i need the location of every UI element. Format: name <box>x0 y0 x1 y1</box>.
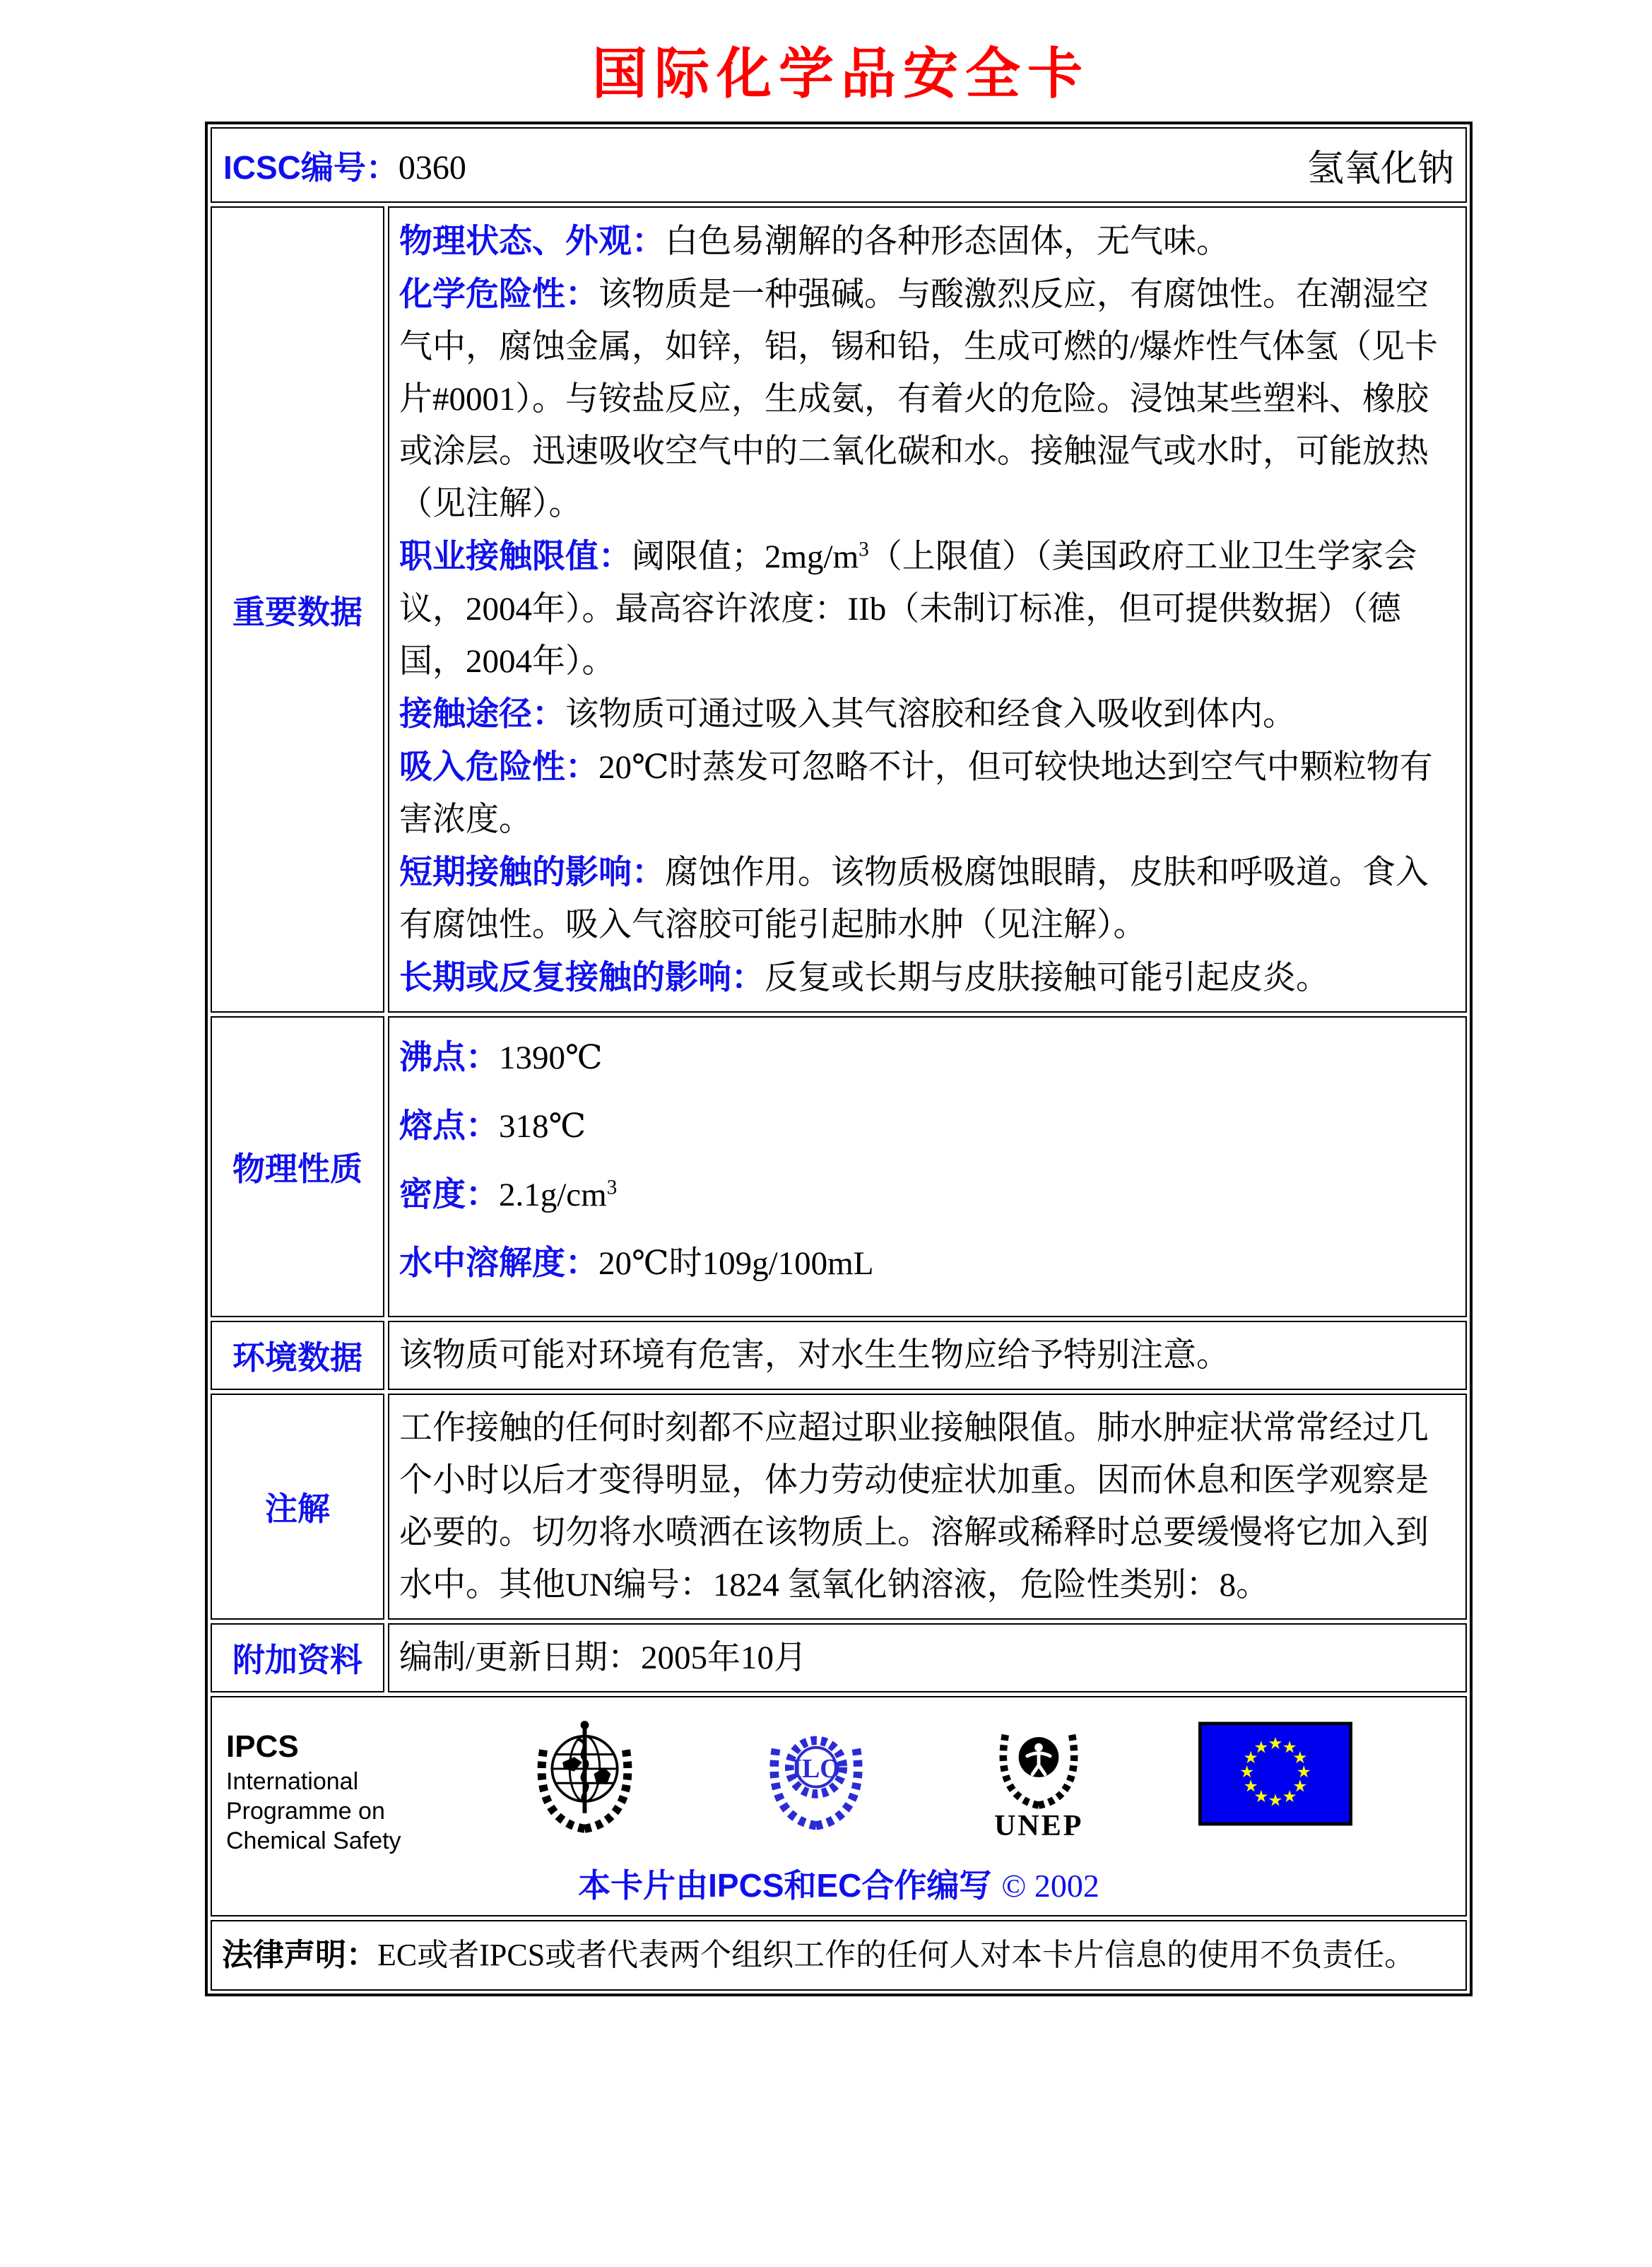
property-label: 密度： <box>399 1175 499 1213</box>
physical-properties-content <box>388 1016 1467 1317</box>
environmental-data-text: 该物质可能对环境有危害，对水生生物应给予特别注意。 <box>399 1337 1229 1374</box>
property-density <box>399 1160 1456 1229</box>
section-text: 反复或长期与皮肤接触可能引起皮炎。 <box>765 960 1329 996</box>
legal-row <box>211 1920 1467 1991</box>
property-boiling-point <box>399 1023 1456 1092</box>
section-physical-state <box>399 215 1456 268</box>
property-value: 20℃时109g/100mL <box>598 1245 874 1282</box>
important-data-row <box>211 206 1467 1013</box>
ipcs-text-block <box>226 1709 417 1856</box>
page-title: 国际化学品安全卡 <box>591 42 1090 106</box>
additional-info-row <box>211 1623 1467 1692</box>
unep-logo-block <box>981 1709 1096 1842</box>
section-occupational-exposure-limits <box>399 530 1456 688</box>
section-text: 20℃时蒸发可忽略不计，但可较快地达到空气中颗粒物有害浓度。 <box>399 749 1433 838</box>
property-value: 318℃ <box>499 1108 586 1145</box>
logos-strip <box>226 1709 1451 1856</box>
property-melting-point <box>399 1092 1456 1160</box>
property-value: 1390℃ <box>499 1040 603 1076</box>
ipcs-line: Chemical Safety <box>226 1827 401 1854</box>
ipcs-line: International <box>226 1768 359 1795</box>
section-long-term-effects <box>399 951 1456 1004</box>
header-row <box>211 127 1467 203</box>
superscript: 3 <box>859 538 869 561</box>
section-chemical-dangers <box>399 268 1456 530</box>
section-short-term-effects <box>399 846 1456 951</box>
environmental-data-row <box>211 1321 1467 1390</box>
icsc-number-value: 0360 <box>398 148 466 187</box>
header-cell <box>211 127 1467 203</box>
chemical-name: 氢氧化钠 <box>1306 149 1454 189</box>
superscript: 3 <box>606 1176 618 1199</box>
additional-info-text: 编制/更新日期：2005年10月 <box>399 1639 808 1676</box>
row-label-text: 附加资料 <box>232 1642 362 1678</box>
section-label: 化学危险性： <box>399 275 598 312</box>
logos-cell <box>211 1696 1467 1916</box>
copyright-line <box>226 1860 1451 1907</box>
section-label: 接触途径： <box>399 695 565 732</box>
property-label: 熔点： <box>399 1107 499 1144</box>
notes-content <box>388 1394 1467 1620</box>
row-label-environmental-data <box>211 1321 384 1390</box>
notes-text: 工作接触的任何时刻都不应超过职业接触限值。肺水肿症状常常经过几个小时以后才变得明显，体力劳动使症状加重。因而休息和医学观察是必要的。切勿将水喷洒在该物质上。溶解或稀释时总要缓慢将它加入到水中。其他UN编号：1824 氢氧化钠溶液，危险性类别：8。 <box>399 1410 1429 1603</box>
row-label-physical-properties <box>211 1016 384 1317</box>
property-value: 2.1g/cm <box>499 1177 607 1213</box>
row-label-important-data <box>211 206 384 1013</box>
row-label-text: 重要数据 <box>232 593 362 630</box>
ipcs-title: IPCS <box>226 1729 299 1764</box>
eu-flag-icon <box>1198 1721 1352 1826</box>
unep-logo-icon <box>981 1709 1096 1815</box>
row-label-text: 注解 <box>265 1490 330 1527</box>
ilo-logo-icon <box>753 1709 880 1841</box>
unep-logo-text: UNEP <box>994 1810 1084 1842</box>
section-text: （上限值）（美国政府工业卫生学家会议，2004年）。最高容许浓度：IIb（未制订标准，但可提供数据）（德国，2004年）。 <box>399 538 1417 680</box>
property-water-solubility <box>399 1229 1456 1297</box>
section-text: 阈限值；2mg/m <box>632 538 859 575</box>
icsc-number-group <box>223 142 466 189</box>
legal-text: EC或者IPCS或者代表两个组织工作的任何人对本卡片信息的使用不负责任。 <box>377 1938 1416 1972</box>
section-text: 白色易潮解的各种形态固体，无气味。 <box>665 223 1229 260</box>
row-label-text: 物理性质 <box>232 1150 362 1187</box>
physical-properties-row <box>211 1016 1467 1317</box>
property-label: 沸点： <box>399 1038 499 1076</box>
important-data-content <box>388 206 1467 1013</box>
row-label-additional-info <box>211 1623 384 1692</box>
notes-row <box>211 1394 1467 1620</box>
section-label: 长期或反复接触的影响： <box>399 958 765 996</box>
section-routes-of-exposure <box>399 688 1456 741</box>
section-text: 该物质是一种强碱。与酸激烈反应，有腐蚀性。在潮湿空气中，腐蚀金属，如锌，铝，锡和铅，生成可燃的/爆炸性气体氢（见卡片#0001）。与铵盐反应，生成氨，有着火的危险。浸蚀某些塑料、橡胶或涂层。迅速吸收空气中的二氧化碳和水。接触湿气或水时，可能放热（见注解）。 <box>399 276 1439 522</box>
environmental-data-content <box>388 1321 1467 1390</box>
eu-flag-wrap <box>1198 1709 1352 1826</box>
section-inhalation-risk <box>399 741 1456 846</box>
section-label: 短期接触的影响： <box>399 853 665 890</box>
icsc-card <box>205 122 1473 1996</box>
section-label: 物理状态、外观： <box>399 222 665 259</box>
section-text: 该物质可通过吸入其气溶胶和经食入吸收到体内。 <box>565 696 1296 733</box>
additional-info-content <box>388 1623 1467 1692</box>
copyright-year: © 2002 <box>1001 1868 1099 1904</box>
legal-label: 法律声明： <box>222 1938 377 1972</box>
section-label: 职业接触限值： <box>399 537 632 575</box>
svg-text:ILO: ILO <box>791 1754 841 1784</box>
icsc-number-label: ICSC编号： <box>223 148 399 186</box>
copyright-text: 本卡片由IPCS和EC合作编写 <box>578 1867 992 1904</box>
section-label: 吸入危险性： <box>399 748 598 785</box>
row-label-notes <box>211 1394 384 1620</box>
logos-row <box>211 1696 1467 1916</box>
property-label: 水中溶解度： <box>399 1244 598 1281</box>
who-logo-icon <box>519 1709 650 1844</box>
section-text: 腐蚀作用。该物质极腐蚀眼睛，皮肤和呼吸道。食入有腐蚀性。吸入气溶胶可能引起肺水肿（见注解）。 <box>399 854 1429 943</box>
ipcs-line: Programme on <box>226 1798 385 1825</box>
legal-cell <box>211 1920 1467 1991</box>
row-label-text: 环境数据 <box>232 1339 362 1376</box>
